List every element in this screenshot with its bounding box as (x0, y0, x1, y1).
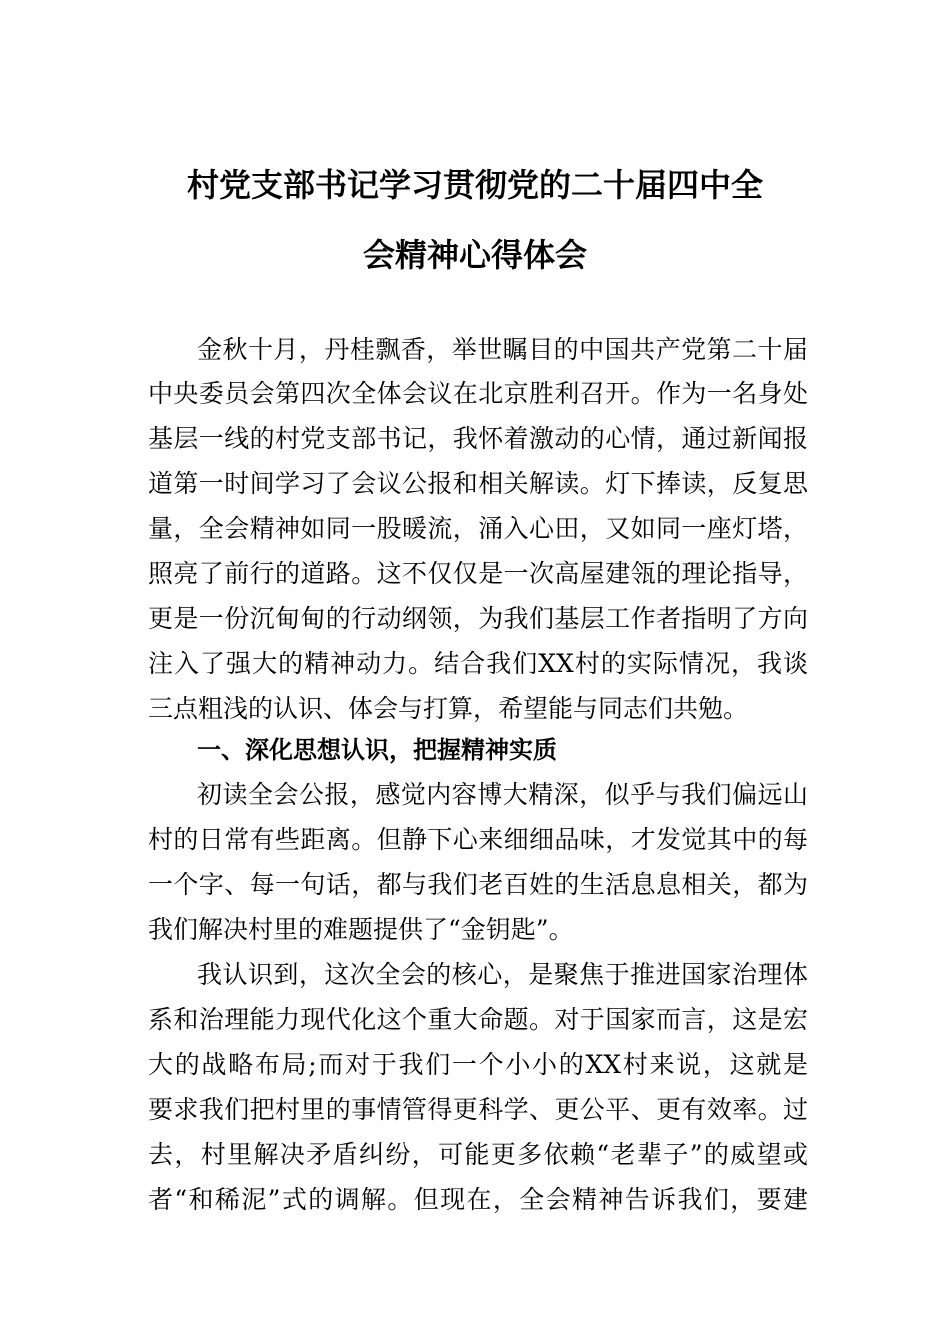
document-title-line-1: 村党支部书记学习贯彻党的二十届四中全 (186, 166, 763, 204)
text-line: 去，村里解决矛盾纠纷，可能更多依赖“老辈子”的威望或 (148, 1140, 808, 1169)
document-title-line-2: 会精神心得体会 (362, 236, 587, 274)
text-line: 我认识到，这次全会的核心，是聚焦于推进国家治理体 (197, 960, 808, 989)
text-line: 村的日常有些距离。但静下心来细细品味，才发觉其中的每 (148, 825, 808, 854)
text-line: 三点粗浅的认识、体会与打算，希望能与同志们共勉。 (148, 694, 749, 723)
text-line: 系和治理能力现代化这个重大命题。对于国家而言，这是宏 (148, 1005, 808, 1034)
text-line: 一个字、每一句话，都与我们老百姓的生活息息相关，都为 (148, 870, 808, 899)
text-line: 金秋十月，丹桂飘香，举世瞩目的中国共产党第二十届 (197, 335, 808, 364)
text-line: 我们解决村里的难题提供了“金钥匙”。 (148, 915, 574, 944)
text-line: 道第一时间学习了会议公报和相关解读。灯下捧读，反复思 (148, 469, 808, 498)
section-heading-1: 一、深化思想认识，把握精神实质 (197, 736, 557, 764)
text-line: 照亮了前行的道路。这不仅仅是一次高屋建瓴的理论指导， (148, 559, 808, 588)
text-line: 者“和稀泥”式的调解。但现在，全会精神告诉我们，要建 (148, 1185, 808, 1214)
text-line: 更是一份沉甸甸的行动纲领，为我们基层工作者指明了方向 (148, 604, 808, 633)
text-line: 初读全会公报，感觉内容博大精深，似乎与我们偏远山 (197, 780, 808, 809)
text-line: 要求我们把村里的事情管得更科学、更公平、更有效率。过 (148, 1095, 808, 1124)
text-line: 注入了强大的精神动力。结合我们XX村的实际情况，我谈 (148, 649, 808, 678)
text-line: 基层一线的村党支部书记，我怀着激动的心情，通过新闻报 (148, 424, 808, 453)
text-line: 中央委员会第四次全体会议在北京胜利召开。作为一名身处 (148, 379, 808, 408)
text-line: 量，全会精神如同一股暖流，涌入心田，又如同一座灯塔， (148, 514, 808, 543)
text-line: 大的战略布局;而对于我们一个小小的XX村来说，这就是 (148, 1050, 808, 1079)
